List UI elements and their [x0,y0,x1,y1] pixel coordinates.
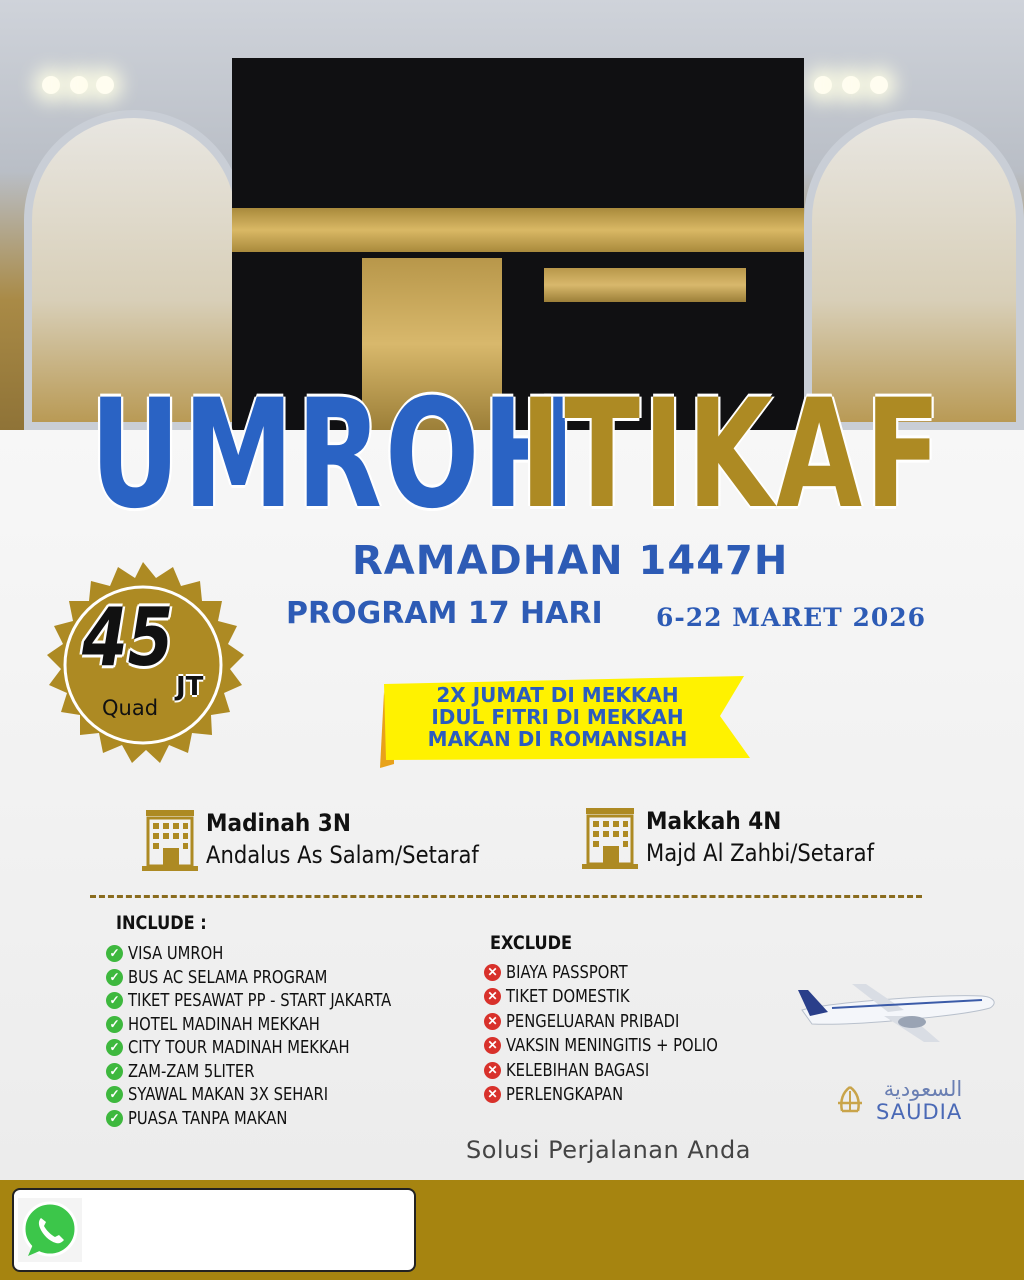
exclude-item: ✕ VAKSIN MENINGITIS + POLIO [484,1034,764,1059]
dashed-divider [90,895,922,898]
include-item: ✓ BUS AC SELAMA PROGRAM [106,966,449,990]
include-item: ✓ VISA UMROH [106,942,449,966]
hotel-name: Andalus As Salam/Setaraf [206,841,479,869]
include-item: ✓ SYAWAL MAKAN 3X SEHARI [106,1083,449,1107]
highlight-item: IDUL FITRI DI MEKKAH [431,705,684,729]
include-list [106,942,449,1130]
x-circle-icon: ✕ [484,1037,501,1054]
stadium-light [870,76,888,94]
x-circle-icon: ✕ [484,964,501,981]
title-umroh: UMROH [90,368,579,542]
exclude-heading: EXCLUDE [490,932,573,954]
kiswah-inscription-panel [544,268,746,302]
check-circle-icon: ✓ [106,1086,123,1103]
hotel-city: Makkah 4N [646,807,782,835]
subtitle-ramadhan: RAMADHAN 1447H [352,538,789,584]
include-item: ✓ CITY TOUR MADINAH MEKKAH [106,1036,449,1060]
airplane-icon [792,976,998,1052]
check-circle-icon: ✓ [106,992,123,1009]
price-unit: JT [176,672,204,702]
price-amount: 45 [82,591,174,684]
highlight-item: MAKAN DI ROMANSIAH [427,727,688,751]
x-circle-icon: ✕ [484,1086,501,1103]
hotel-madinah [142,808,516,872]
stadium-light [70,76,88,94]
check-circle-icon: ✓ [106,1039,123,1056]
stadium-light [814,76,832,94]
kiswah-gold-band [232,208,804,252]
saudia-logo [830,1078,962,1124]
hotel-city: Madinah 3N [206,809,351,837]
saudia-emblem-icon [830,1081,870,1121]
whatsapp-icon[interactable] [18,1198,82,1262]
highlights-ribbon [380,676,750,760]
exclude-item: ✕ PENGELUARAN PRIBADI [484,1009,764,1034]
include-heading: INCLUDE : [116,912,207,934]
room-type: Quad [102,696,159,720]
hero-photo [0,0,1024,430]
hotel-makkah [582,806,905,870]
title-itikaf: ITIKAF [520,368,944,542]
exclude-list [484,960,764,1107]
stadium-light [42,76,60,94]
x-circle-icon: ✕ [484,1062,501,1079]
x-circle-icon: ✕ [484,988,501,1005]
include-item: ✓ PUASA TANPA MAKAN [106,1107,449,1131]
check-circle-icon: ✓ [106,1016,123,1033]
hotel-building-icon [142,808,198,872]
highlight-item: 2X JUMAT DI MEKKAH [436,683,679,707]
hotel-building-icon [582,806,638,870]
exclude-item: ✕ KELEBIHAN BAGASI [484,1058,764,1083]
include-item: ✓ ZAM-ZAM 5LITER [106,1060,449,1084]
exclude-item: ✕ PERLENGKAPAN [484,1083,764,1108]
check-circle-icon: ✓ [106,1110,123,1127]
program-dates: 6-22 MARET 2026 [656,603,927,632]
check-circle-icon: ✓ [106,969,123,986]
x-circle-icon: ✕ [484,1013,501,1030]
airline-name: SAUDIA [876,1100,963,1124]
exclude-item: ✕ BIAYA PASSPORT [484,960,764,985]
exclude-item: ✕ TIKET DOMESTIK [484,985,764,1010]
include-item: ✓ HOTEL MADINAH MEKKAH [106,1013,449,1037]
stadium-light [96,76,114,94]
program-duration: PROGRAM 17 HARI [286,596,603,631]
check-circle-icon: ✓ [106,1063,123,1080]
airline-name-arabic: السعودية [883,1077,963,1101]
stadium-light [842,76,860,94]
tagline: Solusi Perjalanan Anda [466,1136,751,1164]
hotel-name: Majd Al Zahbi/Setaraf [646,839,875,867]
include-item: ✓ TIKET PESAWAT PP - START JAKARTA [106,989,449,1013]
check-circle-icon: ✓ [106,945,123,962]
